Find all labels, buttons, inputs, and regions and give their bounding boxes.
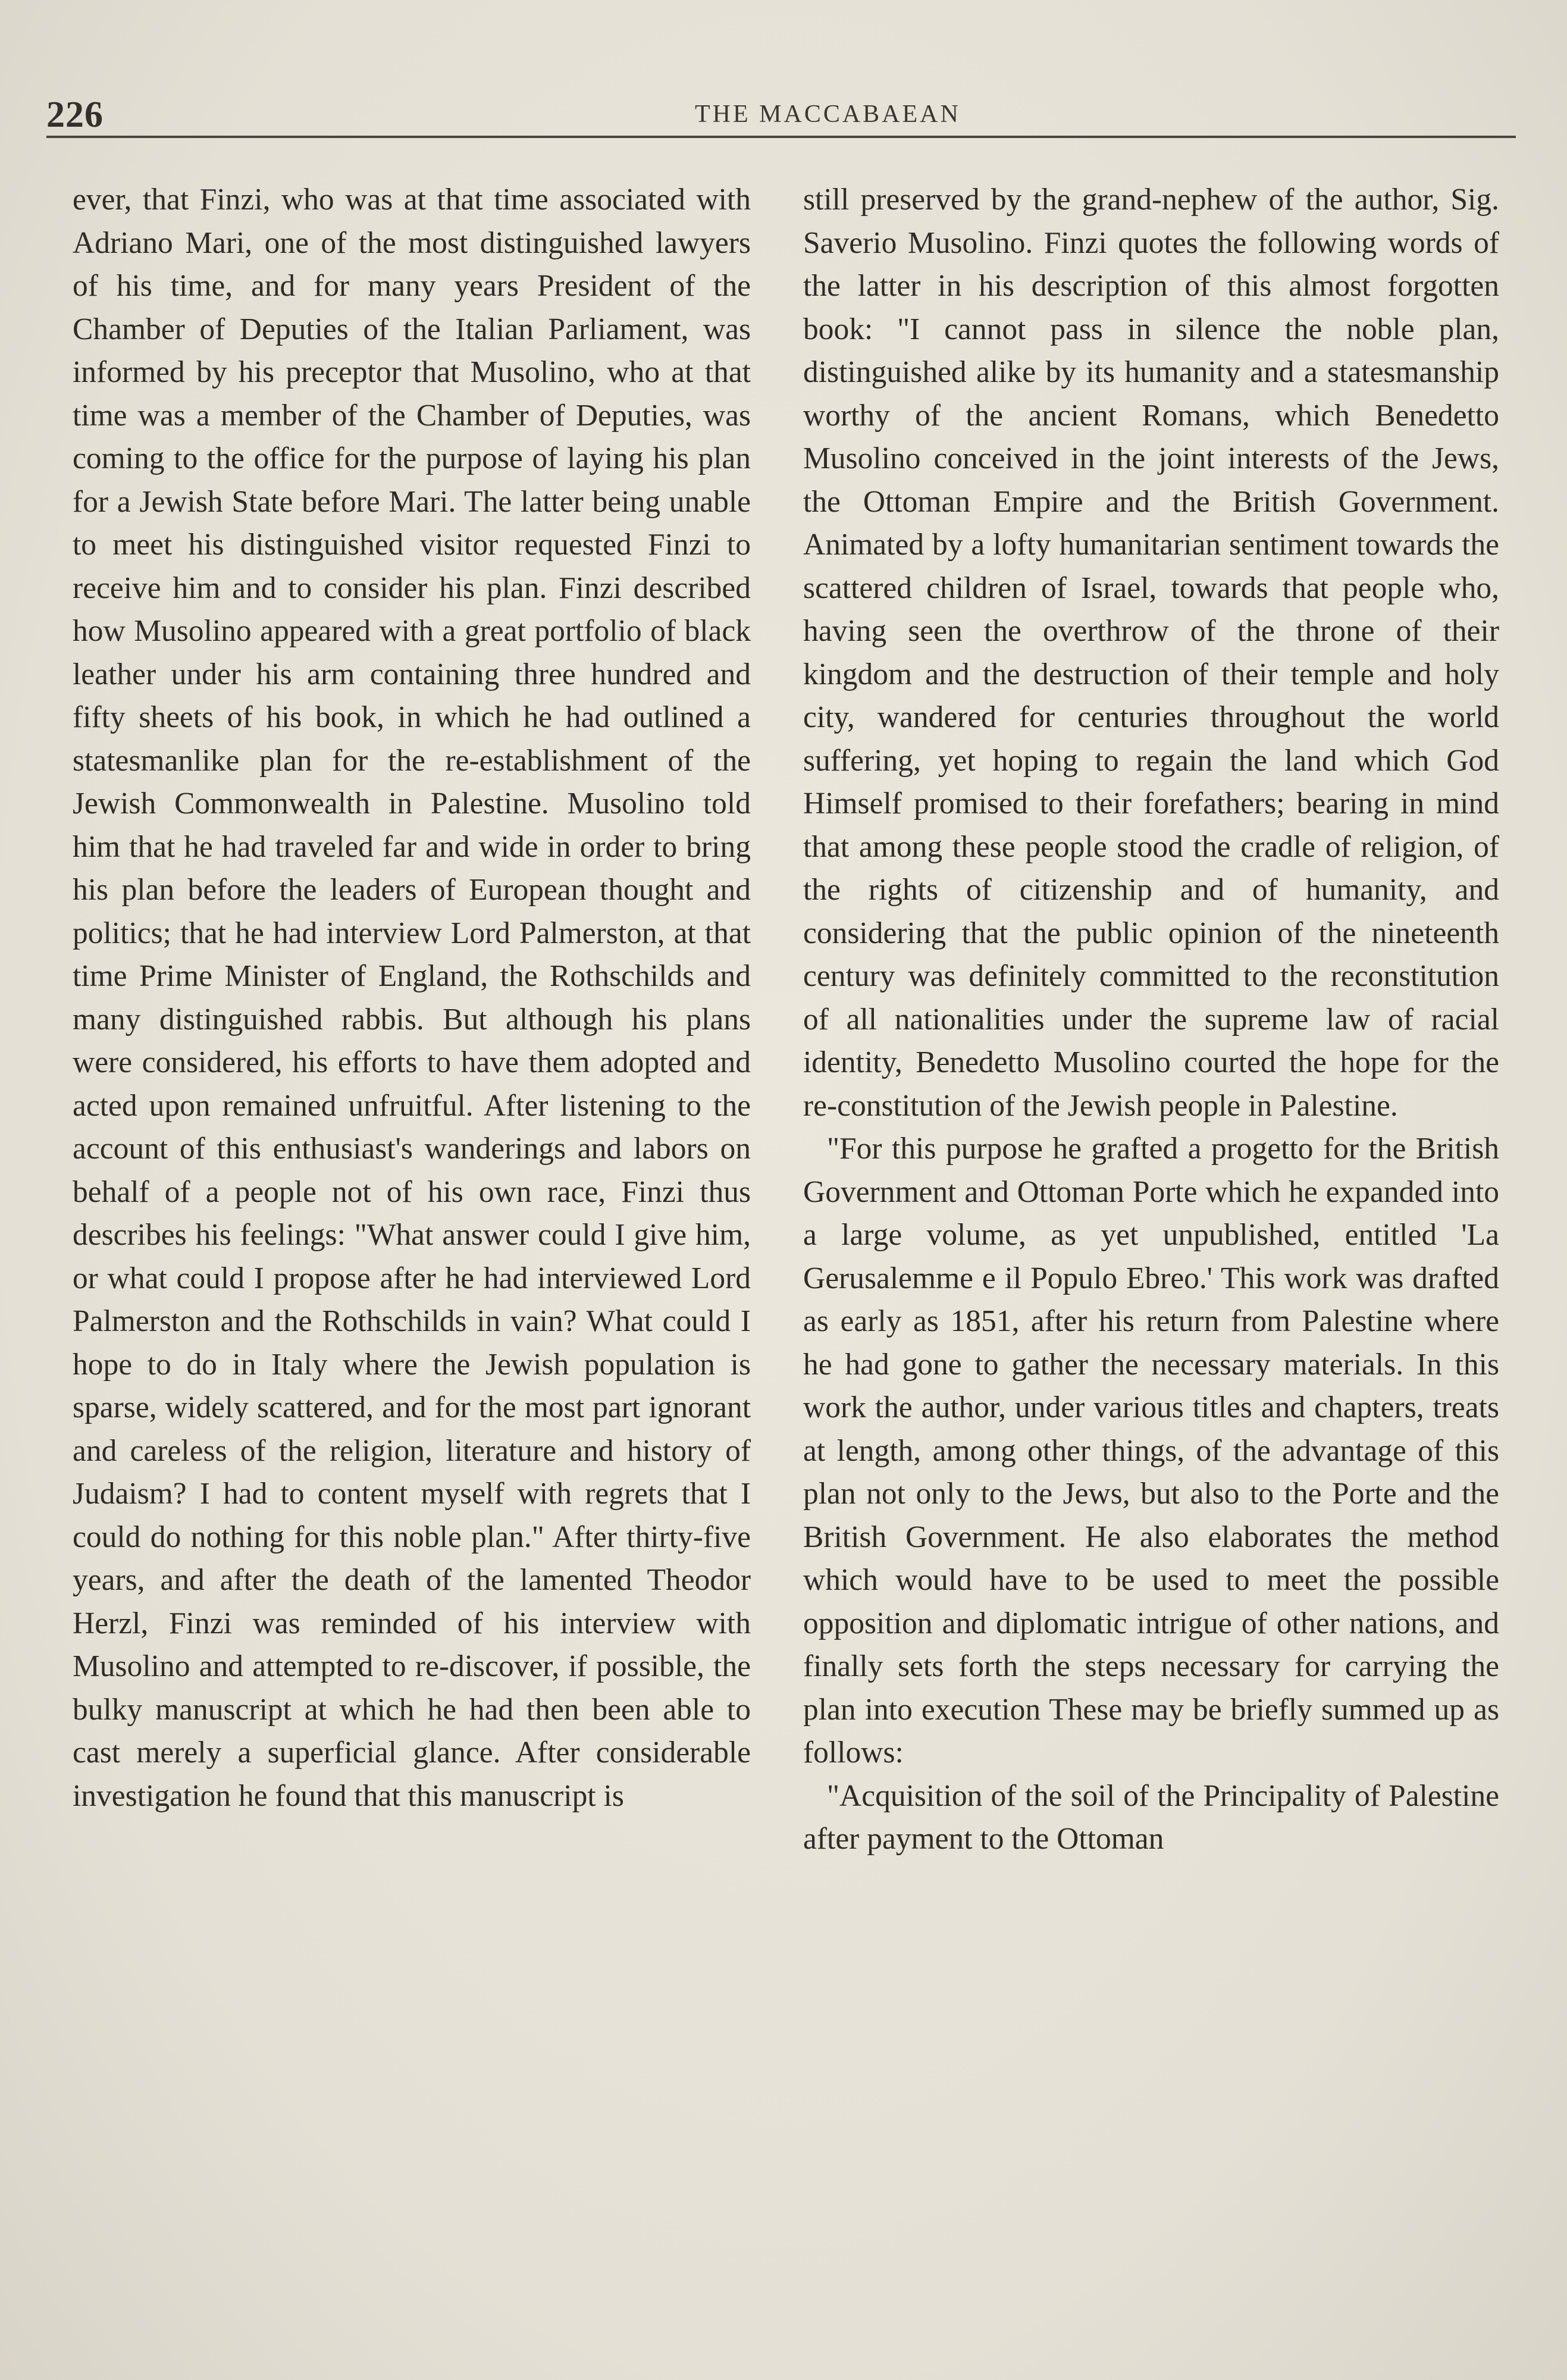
running-title: THE MACCABAEAN — [695, 101, 961, 128]
right-paragraph-2: "For this purpose he grafted a progetto for the British Government and Ottoman Porte which he expanded into a large volume, as yet unpublished, entitled 'La Gerusalemme e il Populo Ebreo.' This work was drafted as early as 1851, after his return from Palestine where he had gone to gather the necessary materials. In this work the author, under various titles and chapters, treats at length, among other things, of the advantage of this plan not only to the Jews, but also to the Porte and the British Government. He also elaborates the method which would have to be used to meet the possible opposition and diplomatic intrigue of other nations, and finally sets forth the steps necessary for carrying the plan into execution These may be briefly summed up as follows: — [803, 1132, 1499, 1770]
page-header — [46, 94, 1516, 136]
left-paragraph-1: ever, that Finzi, who was at that time associated with Adriano Mari, one of the most distinguished lawyers of his time, and for many years President of the Chamber of Deputies of the Italian Parliament, was informed by his preceptor that Musolino, who at that time was a member of the Chamber of Deputies, was coming to the office for the purpose of laying his plan for a Jewish State before Mari. The latter being unable to meet his distinguished visitor requested Finzi to receive him and to consider his plan. Finzi described how Musolino appeared with a great portfolio of black leather under his arm containing three hundred and fifty sheets of his book, in which he had outlined a statesmanlike plan for the re-establishment of the Jewish Commonwealth in Palestine. Musolino told him that he had traveled far and wide in order to bring his plan before the leaders of European thought and politics; that he had interview Lord Palmerston, at that time Prime Minister of England, the Rothschilds and many distinguished rabbis. But although his plans were considered, his efforts to have them adopted and acted upon remained unfruitful. After listening to the account of this enthusiast's wanderings and labors on behalf of a people not of his own race, Finzi thus describes his feelings: "What answer could I give him, or what could I propose after he had interviewed Lord Palmerston and the Rothschilds in vain? What could I hope to do in Italy where the Jewish population is sparse, widely scattered, and for the most part ignorant and careless of the religion, literature and history of Judaism? I had to content myself with regrets that I could do nothing for this noble plan." After thirty-five years, and after the death of the lamented Theodor Herzl, Finzi was reminded of his interview with Musolino and attempted to re-discover, if possible, the bulky manuscript at which he had then been able to cast merely a superficial glance. After considerable investigation he found that this manuscript is — [73, 183, 751, 1813]
header-rule — [46, 136, 1516, 138]
right-column — [803, 178, 1499, 1861]
left-column — [73, 178, 751, 1818]
right-paragraph-1: still preserved by the grand-nephew of the author, Sig. Saverio Musolino. Finzi quotes the following words of the latter in his description of this almost forgotten book: "I cannot pass in silence the noble plan, distinguished alike by its humanity and a statesmanship worthy of the ancient Romans, which Benedetto Musolino conceived in the joint interests of the Jews, the Ottoman Empire and the British Government. Animated by a lofty humanitarian sentiment towards the scattered children of Israel, towards that people who, having seen the overthrow of the throne of their kingdom and the destruction of their temple and holy city, wandered for centuries throughout the world suffering, yet hoping to regain the land which God Himself promised to their forefathers; bearing in mind that among these people stood the cradle of religion, of the rights of citizenship and of humanity, and considering that the public opinion of the nineteenth century was definitely committed to the reconstitution of all nationalities under the supreme law of racial identity, Benedetto Musolino courted the hope for the re-constitution of the Jewish people in Palestine. — [803, 183, 1499, 1123]
right-paragraph-3: "Acquisition of the soil of the Principality of Palestine after payment to the Ottoman — [803, 1778, 1499, 1856]
page-number: 226 — [46, 95, 104, 135]
